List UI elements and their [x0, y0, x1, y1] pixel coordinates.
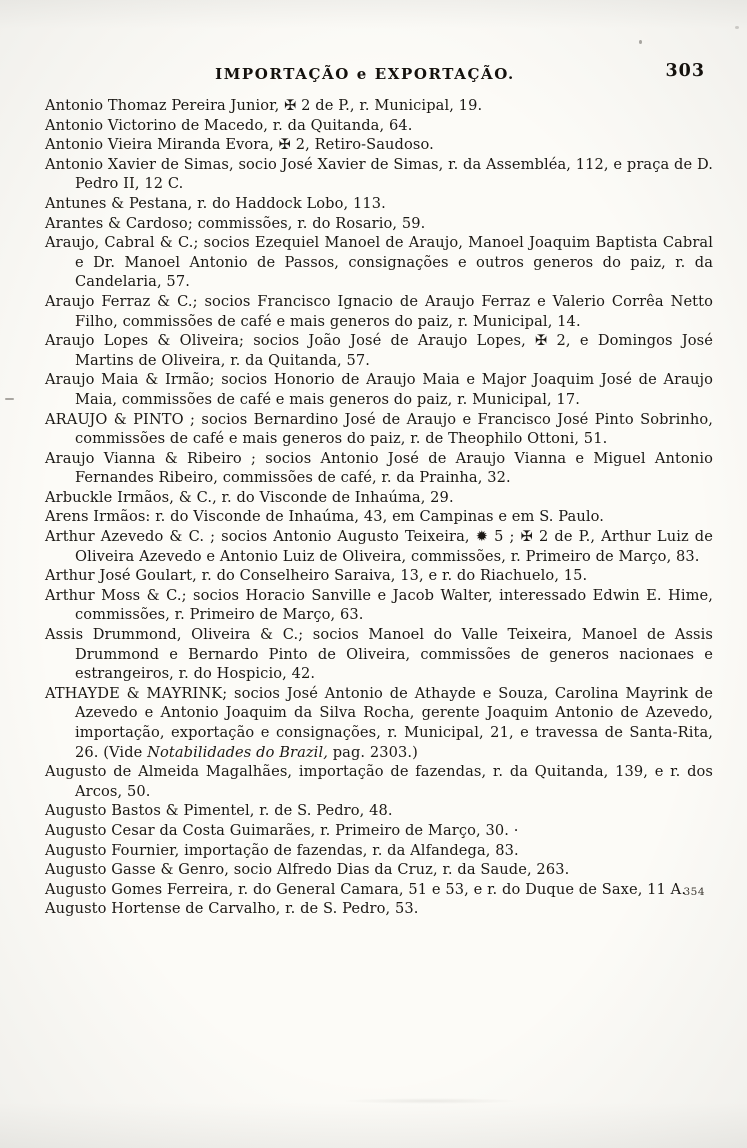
directory-entry — [45, 821, 713, 841]
page-number: 303 — [665, 61, 705, 81]
entry-text: Assis Drummond, Oliveira & C.; socios Manoel do Valle Teixeira, Manoel de Assis Drummond e Bernardo Pinto de Oliveira, commissões de generos nacionaes e estrangeiros, r. do Hospicio, 42. — [45, 626, 713, 683]
directory-entry — [45, 331, 713, 370]
entry-text: Arthur Azevedo & C. ; socios Antonio Augusto Teixeira, ✹ 5 ; ✠ 2 de P., Arthur Luiz de Oliveira Azevedo e Antonio Luiz de Oliveira, commissões, r. Primeiro de Março, 83. — [45, 528, 713, 565]
directory-entry — [45, 625, 713, 684]
scan-speck — [735, 26, 739, 29]
entry-text: ARAUJO & PINTO ; socios Bernardino José de Araujo e Francisco José Pinto Sobrinho, commissões de café e mais generos do paiz, r. de Theophilo Ottoni, 51. — [45, 410, 713, 448]
directory-entry — [45, 507, 713, 527]
entry-text: Augusto Cesar da Costa Guimarães, r. Primeiro de Março, 30. · — [45, 821, 519, 839]
entry-text: Araujo Maia & Irmão; socios Honorio de Araujo Maia e Major Joaquim José de Araujo Maia, commissões de café e mais generos do paiz, r. Municipal, 17. — [45, 371, 713, 408]
directory-entry — [45, 586, 713, 625]
directory-entry — [45, 566, 713, 586]
directory-entry — [45, 860, 713, 880]
scan-speck — [639, 40, 642, 44]
entry-text: Arthur Moss & C.; socios Horacio Sanville e Jacob Walter, interessado Edwin E. Hime, commissões, r. Primeiro de Março, 63. — [45, 586, 713, 624]
running-title: IMPORTAÇÃO e EXPORTAÇÃO. — [215, 65, 515, 83]
entry-text: Augusto Hortense de Carvalho, r. de S. Pedro, 53. — [45, 900, 419, 918]
entry-text: Arantes & Cardoso; commissões, r. do Rosario, 59. — [45, 214, 426, 232]
directory-entry — [45, 116, 713, 136]
directory-entries — [45, 96, 713, 919]
directory-entry — [45, 488, 713, 508]
directory-entry — [45, 762, 713, 801]
scan-smudge — [340, 1098, 520, 1104]
entry-text: Araujo Lopes & Oliveira; socios João José de Araujo Lopes, ✠ 2, e Domingos José Martins de Oliveira, r. da Quitanda, 57. — [45, 332, 713, 369]
signature-mark: 354 — [683, 886, 705, 898]
entry-text: Araujo, Cabral & C.; socios Ezequiel Manoel de Araujo, Manoel Joaquim Baptista Cabral e Dr. Manoel Antonio de Passos, consignações e outros generos do paiz, r. da Candelaria, 57. — [45, 234, 713, 291]
directory-entry — [45, 135, 713, 155]
entry-text: Augusto Gasse & Genro, socio Alfredo Dias da Cruz, r. da Saude, 263. — [45, 861, 570, 879]
entry-text: Augusto de Almeida Magalhães, importação de fazendas, r. da Quitanda, 139, e r. dos Arcos, 50. — [45, 763, 713, 800]
entry-text: Augusto Fournier, importação de fazendas, r. da Alfandega, 83. — [45, 841, 519, 859]
entry-text: Antonio Victorino de Macedo, r. da Quitanda, 64. — [45, 116, 413, 134]
scan-speck — [5, 398, 14, 400]
directory-entry — [45, 880, 713, 900]
entry-text: Antonio Vieira Miranda Evora, ✠ 2, Retiro-Saudoso. — [45, 136, 434, 154]
entry-text: Augusto Gomes Ferreira, r. do General Camara, 51 e 53, e r. do Duque de Saxe, 11 A. — [45, 880, 687, 898]
entry-text: Araujo Ferraz & C.; socios Francisco Ignacio de Araujo Ferraz e Valerio Corrêa Netto Filho, commissões de café e mais generos do paiz, r. Municipal, 14. — [45, 292, 713, 330]
page-header — [45, 61, 705, 83]
entry-text: Augusto Bastos & Pimentel, r. de S. Pedro, 48. — [45, 802, 393, 820]
entry-text: Antunes & Pestana, r. do Haddock Lobo, 113. — [45, 194, 386, 212]
directory-entry — [45, 155, 713, 194]
directory-entry — [45, 194, 713, 214]
directory-entry — [45, 96, 713, 116]
directory-entry — [45, 841, 713, 861]
directory-entry — [45, 449, 713, 488]
directory-entry — [45, 292, 713, 331]
directory-entry — [45, 233, 713, 292]
directory-entry — [45, 801, 713, 821]
entry-text: Arens Irmãos: r. do Visconde de Inhaúma, 43, em Campinas e em S. Paulo. — [45, 508, 604, 526]
entry-text: Antonio Thomaz Pereira Junior, ✠ 2 de P., r. Municipal, 19. — [45, 97, 483, 114]
directory-entry — [45, 214, 713, 234]
entry-text: Antonio Xavier de Simas, socio José Xavier de Simas, r. da Assembléa, 112, e praça de D. Pedro II, 12 C. — [45, 155, 713, 193]
entry-text: Araujo Vianna & Ribeiro ; socios Antonio José de Araujo Vianna e Miguel Antonio Fernandes Ribeiro, commissões de café, r. da Prainha, 32. — [45, 449, 713, 487]
directory-entry — [45, 899, 713, 919]
entry-text: ATHAYDE & MAYRINK; socios José Antonio de Athayde e Souza, Carolina Mayrink de Azevedo e Antonio Joaquim da Silva Rocha, gerente Joaquim Antonio de Azevedo, importação, exportação e consignações, r. Municipal, 21, e travessa de Santa-Rita, 26. (Vide — [45, 684, 713, 761]
entry-text: pag. 2303.) — [327, 743, 418, 761]
directory-entry — [45, 684, 713, 762]
entry-text-italic: Notabilidades do Brazil, — [147, 743, 328, 761]
entry-text: Arbuckle Irmãos, & C., r. do Visconde de Inhaúma, 29. — [45, 488, 454, 506]
entry-text: Arthur José Goulart, r. do Conselheiro Saraiva, 13, e r. do Riachuelo, 15. — [45, 567, 588, 585]
directory-entry — [45, 370, 713, 409]
directory-entry — [45, 410, 713, 449]
directory-entry — [45, 527, 713, 566]
